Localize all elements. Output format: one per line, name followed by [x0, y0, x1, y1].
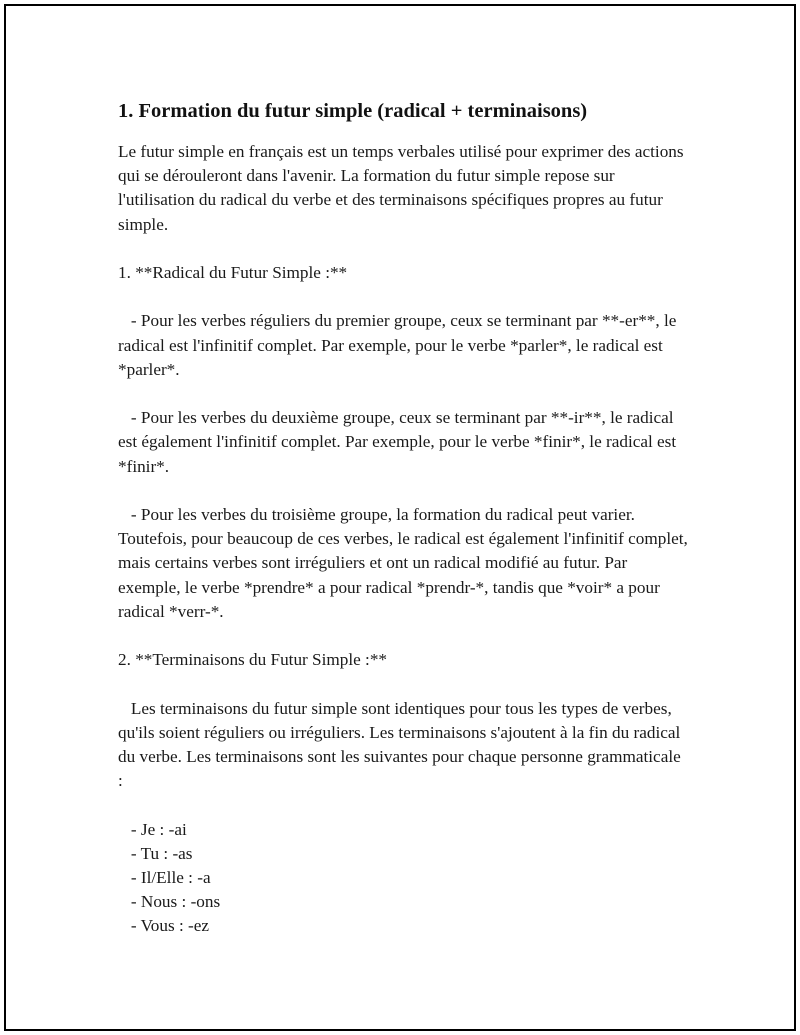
- endings-list: [118, 818, 688, 939]
- paragraph-gap: [118, 793, 688, 817]
- paragraph-gap: [118, 382, 688, 406]
- intro-paragraph: Le futur simple en français est un temps verbales utilisé pour exprimer des actions qui se dérouleront dans l'avenir. La formation du futur simple repose sur l'utilisation du radical du verbe et des terminaisons spécifiques propres au futur simple.: [118, 142, 688, 234]
- radical-first-group-paragraph: - Pour les verbes réguliers du premier groupe, ceux se terminant par **-er**, le radical est l'infinitif complet. Par exemple, pour le verbe *parler*, le radical est *parler*.: [118, 311, 681, 379]
- document-body: [118, 98, 693, 939]
- list-item: - Tu : -as: [118, 843, 193, 863]
- paragraph-gap: [118, 672, 688, 696]
- page-frame: [4, 4, 796, 1031]
- radical-second-group-paragraph: - Pour les verbes du deuxième groupe, ceux se terminant par **-ir**, le radical est également l'infinitif complet. Par exemple, pour le verbe *finir*, le radical est *finir*.: [118, 408, 681, 476]
- list-item: - Vous : -ez: [118, 916, 210, 936]
- terminaisons-paragraph: Les terminaisons du futur simple sont identiques pour tous les types de verbes, qu'ils soient réguliers ou irréguliers. Les terminaisons s'ajoutent à la fin du radical du verbe. Les terminaisons sont les suivantes pour chaque personne grammaticale :: [118, 698, 686, 791]
- section-heading-radical: 1. **Radical du Futur Simple :**: [118, 263, 348, 282]
- paragraph-gap: [118, 479, 688, 503]
- list-item: - Il/Elle : -a: [118, 867, 211, 887]
- paragraph-gap: [118, 285, 688, 309]
- paragraph-gap: [118, 624, 688, 648]
- document-title: 1. Formation du futur simple (radical + terminaisons): [118, 100, 588, 122]
- section-heading-terminaisons: 2. **Terminaisons du Futur Simple :**: [118, 650, 388, 670]
- radical-third-group-paragraph: - Pour les verbes du troisième groupe, la formation du radical peut varier. Toutefois, pour beaucoup de ces verbes, le radical est également l'infinitif complet, mais certains verbes sont irréguliers et ont un radical modifié au futur. Par exemple, le verbe *prendre* a pour radical *prendr-*, tandis que *voir* a pour radical *verr-*.: [118, 504, 693, 621]
- paragraph-gap: [118, 237, 688, 261]
- list-item: - Nous : -ons: [118, 892, 221, 912]
- list-item: - Je : -ai: [118, 819, 187, 839]
